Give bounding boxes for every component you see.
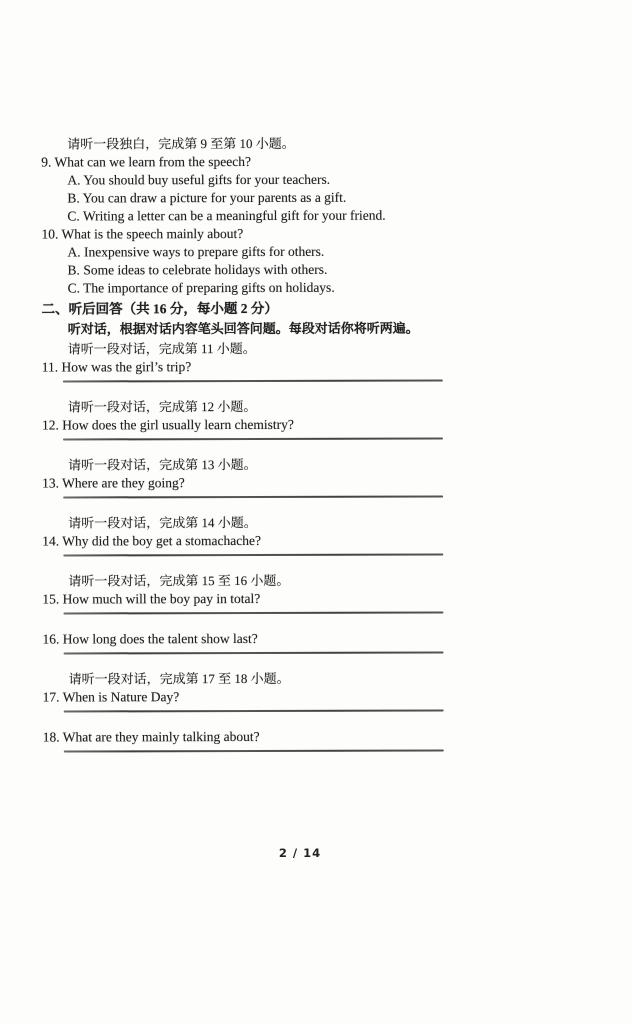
page-number: 2 / 14: [278, 846, 322, 860]
question-number: 16.: [42, 631, 60, 647]
section-instruction: 听对话，根据对话内容笔头回答问题。每段对话你将听两遍。: [67, 320, 419, 337]
answer-line-18: [64, 749, 444, 752]
dialogue-intro-15-16: 请听一段对话，完成第 15 至 16 小题。: [68, 572, 290, 589]
question-number: 9.: [41, 154, 52, 170]
question-13: [42, 473, 452, 492]
page-content: [41, 134, 453, 752]
dialogue-intro-13: 请听一段对话，完成第 13 小题。: [68, 456, 257, 473]
question-11: [42, 357, 452, 376]
question-text: What can we learn from the speech?: [54, 153, 251, 170]
question-text: How was the girl’s trip?: [61, 359, 192, 375]
question-14: [42, 531, 452, 550]
dialogue-intro-11: 请听一段对话，完成第 11 小题。: [67, 340, 256, 357]
question-text: How much will the boy pay in total?: [62, 590, 261, 607]
option-text: You should buy useful gifts for your teachers.: [83, 171, 331, 188]
answer-line-12: [63, 437, 443, 440]
question-number: 12.: [41, 417, 59, 433]
option-text: You can draw a picture for your parents as a gift.: [82, 189, 347, 206]
option-label: C.: [67, 208, 80, 224]
question-number: 13.: [42, 475, 59, 491]
question-text: Where are they going?: [62, 475, 185, 491]
answer-line-16: [64, 651, 444, 654]
answer-line-11: [63, 379, 443, 382]
question-15: [42, 589, 452, 608]
answer-line-15: [63, 611, 443, 614]
question-9-option-b: [67, 188, 451, 207]
question-number: 15.: [42, 591, 60, 607]
question-number: 17.: [42, 689, 60, 705]
option-label: B.: [67, 190, 80, 206]
question-number: 18.: [42, 729, 60, 745]
question-9: [41, 152, 451, 171]
option-label: A.: [67, 244, 81, 260]
question-16: [42, 629, 452, 648]
question-17: [43, 687, 453, 706]
option-text: Writing a letter can be a meaningful gift for your friend.: [82, 207, 386, 224]
option-label: C.: [67, 280, 81, 296]
dialogue-intro-17-18: 请听一段对话，完成第 17 至 18 小题。: [68, 670, 290, 687]
question-text: What are they mainly talking about?: [62, 728, 260, 745]
question-text: How long does the talent show last?: [62, 630, 258, 647]
question-10: [41, 224, 451, 243]
option-label: B.: [67, 262, 80, 278]
answer-line-13: [63, 495, 443, 498]
answer-line-17: [64, 709, 444, 712]
option-text: Inexpensive ways to prepare gifts for others.: [83, 243, 325, 260]
question-text: Why did the boy get a stomachache?: [62, 532, 261, 549]
option-label: A.: [67, 172, 81, 188]
monologue-intro: 请听一段独白，完成第 9 至第 10 小题。: [67, 135, 295, 152]
question-number: 14.: [42, 533, 60, 549]
question-10-option-a: [67, 242, 451, 261]
question-text: When is Nature Day?: [62, 689, 180, 705]
dialogue-intro-14: 请听一段对话，完成第 14 小题。: [68, 514, 257, 531]
question-number: 10.: [41, 226, 59, 242]
question-text: What is the speech mainly about?: [61, 226, 244, 242]
option-text: Some ideas to celebrate holidays with others.: [83, 261, 328, 278]
dialogue-intro-12: 请听一段对话，完成第 12 小题。: [67, 398, 257, 415]
question-10-option-b: [68, 260, 452, 279]
question-18: [43, 727, 453, 746]
question-9-option-a: [67, 170, 451, 189]
option-text: The importance of preparing gifts on holidays.: [83, 279, 335, 296]
section-heading: 二、听后回答（共 16 分，每小题 2 分）: [41, 300, 278, 317]
question-9-option-c: [67, 206, 451, 225]
question-text: How does the girl usually learn chemistry?: [62, 416, 294, 433]
question-number: 11.: [41, 359, 59, 375]
answer-line-14: [63, 553, 443, 556]
question-12: [42, 415, 452, 434]
question-10-option-c: [68, 278, 452, 297]
